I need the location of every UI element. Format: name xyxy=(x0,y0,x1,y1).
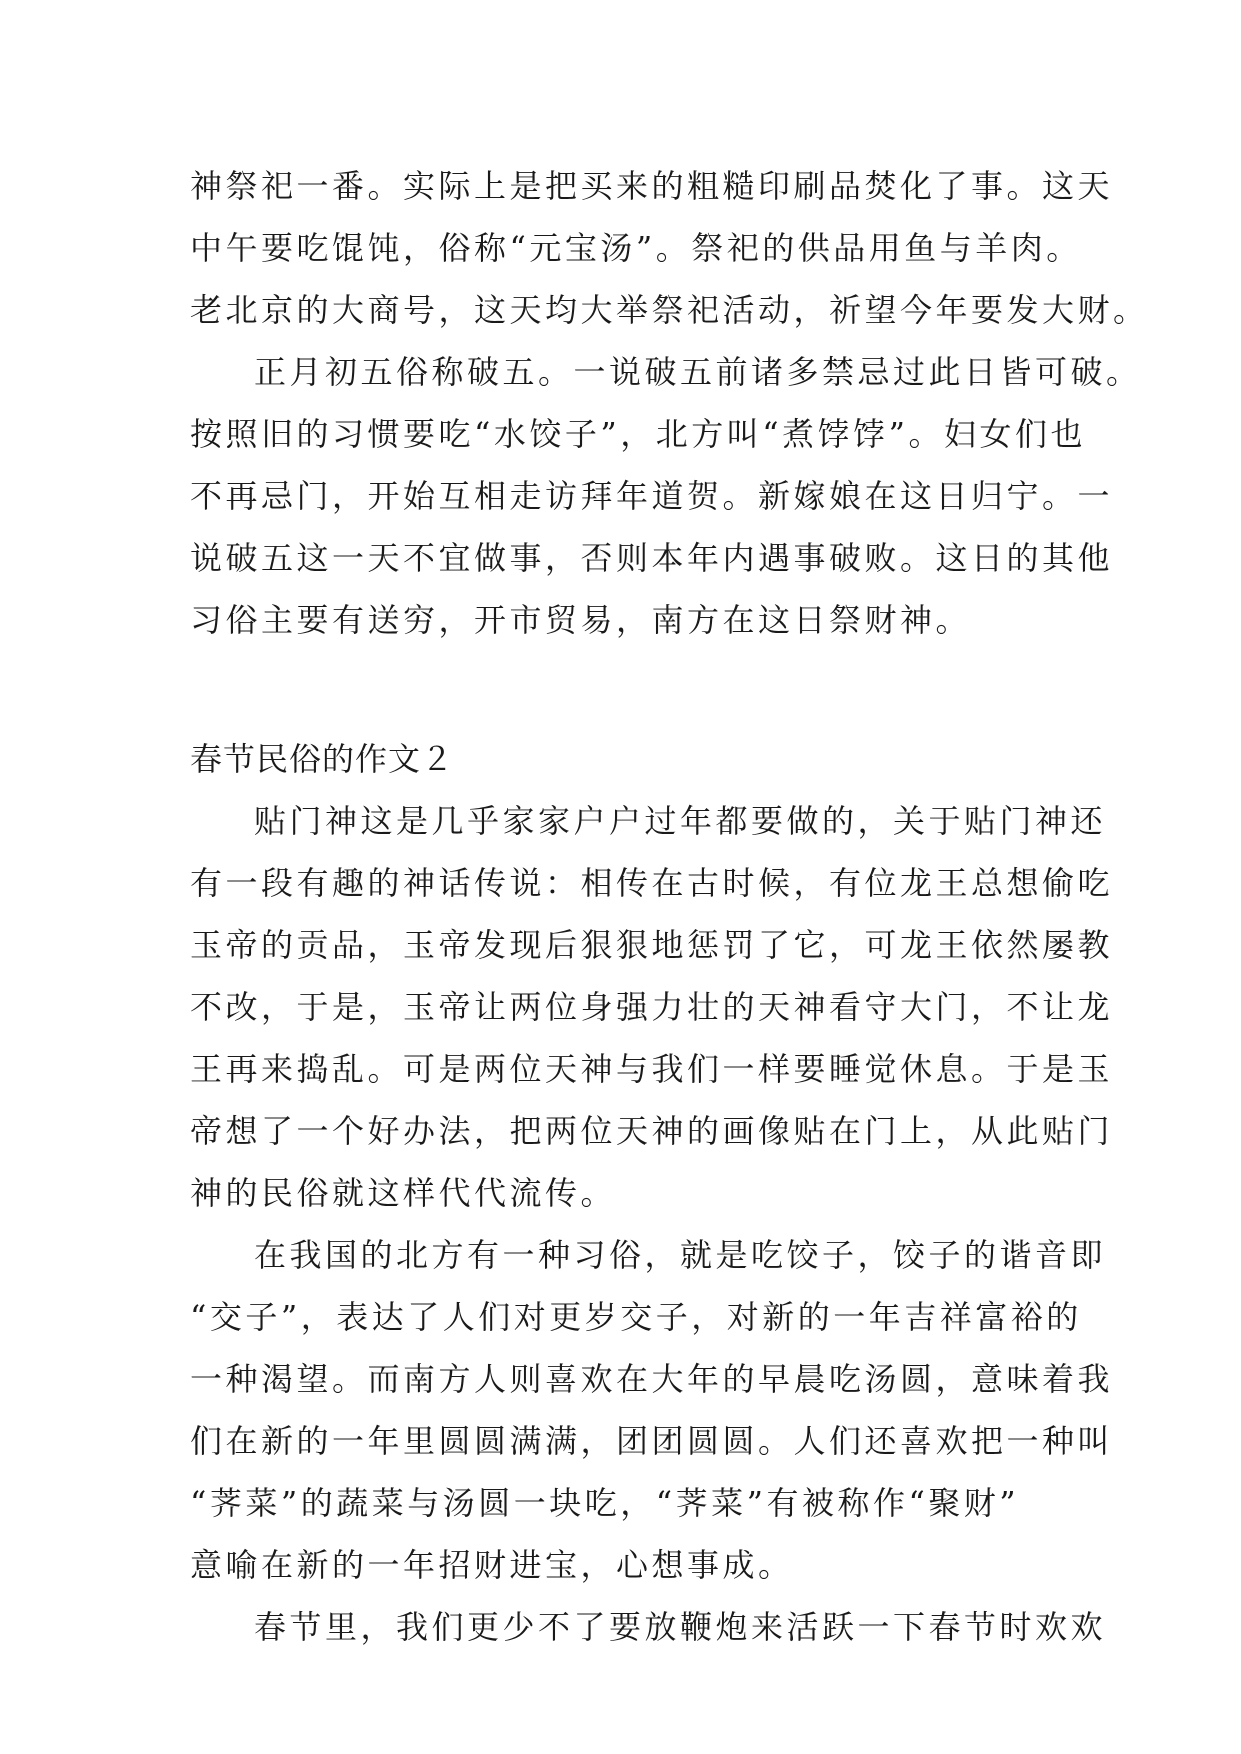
paragraph-jiaozi xyxy=(190,1224,1114,1596)
document-body xyxy=(190,155,1149,1658)
text-line: 按照旧的习惯要吃“水饺子”，北方叫“煮饽饽”。妇女们也 xyxy=(190,415,1086,453)
text-line: 正月初五俗称破五。一说破五前诸多禁忌过此日皆可破。 xyxy=(254,353,1142,391)
paragraph-powu xyxy=(190,341,1142,651)
section-gap xyxy=(190,651,1052,728)
text-line: 不改，于是，玉帝让两位身强力壮的天神看守大门，不让龙 xyxy=(190,988,1114,1026)
paragraph-section1-tail xyxy=(190,155,1149,341)
paragraph-bianpao xyxy=(190,1596,1107,1658)
text-line: 神祭祀一番。实际上是把买来的粗糙印刷品焚化了事。这天 xyxy=(190,167,1114,205)
text-line: 习俗主要有送穷，开市贸易，南方在这日祭财神。 xyxy=(190,601,972,639)
text-line: 在我国的北方有一种习俗，就是吃饺子，饺子的谐音即 xyxy=(254,1236,1107,1274)
text-line: 意喻在新的一年招财进宝，心想事成。 xyxy=(190,1546,794,1584)
text-line: 中午要吃馄饨，俗称“元宝汤”。祭祀的供品用鱼与羊肉。 xyxy=(190,229,1082,267)
text-line: 有一段有趣的神话传说：相传在古时候，有位龙王总想偷吃 xyxy=(190,864,1114,902)
text-line: 老北京的大商号，这天均大举祭祀活动，祈望今年要发大财。 xyxy=(190,291,1149,329)
text-line: 说破五这一天不宜做事，否则本年内遇事破败。这日的其他 xyxy=(190,539,1114,577)
text-line: 春节里，我们更少不了要放鞭炮来活跃一下春节时欢欢 xyxy=(254,1608,1107,1646)
text-line: 们在新的一年里圆圆满满，团团圆圆。人们还喜欢把一种叫 xyxy=(190,1422,1114,1460)
text-line: 玉帝的贡品，玉帝发现后狠狠地惩罚了它，可龙王依然屡教 xyxy=(190,926,1114,964)
text-line: 不再忌门，开始互相走访拜年道贺。新嫁娘在这日归宁。一 xyxy=(190,477,1114,515)
text-line: 王再来捣乱。可是两位天神与我们一样要睡觉休息。于是玉 xyxy=(190,1050,1114,1088)
text-line: 神的民俗就这样代代流传。 xyxy=(190,1174,617,1212)
text-line: “荠菜”的蔬菜与汤圆一块吃，“荠菜”有被称作“聚财” xyxy=(190,1484,1020,1522)
text-line: 帝想了一个好办法，把两位天神的画像贴在门上，从此贴门 xyxy=(190,1112,1114,1150)
text-line: 贴门神这是几乎家家户户过年都要做的，关于贴门神还 xyxy=(254,802,1107,840)
text-line: 一种渴望。而南方人则喜欢在大年的早晨吃汤圆，意味着我 xyxy=(190,1360,1114,1398)
text-line: “交子”，表达了人们对更岁交子，对新的一年吉祥富裕的 xyxy=(190,1298,1082,1336)
paragraph-menshen xyxy=(190,790,1114,1224)
section-heading: 春节民俗的作文２ xyxy=(190,740,455,778)
